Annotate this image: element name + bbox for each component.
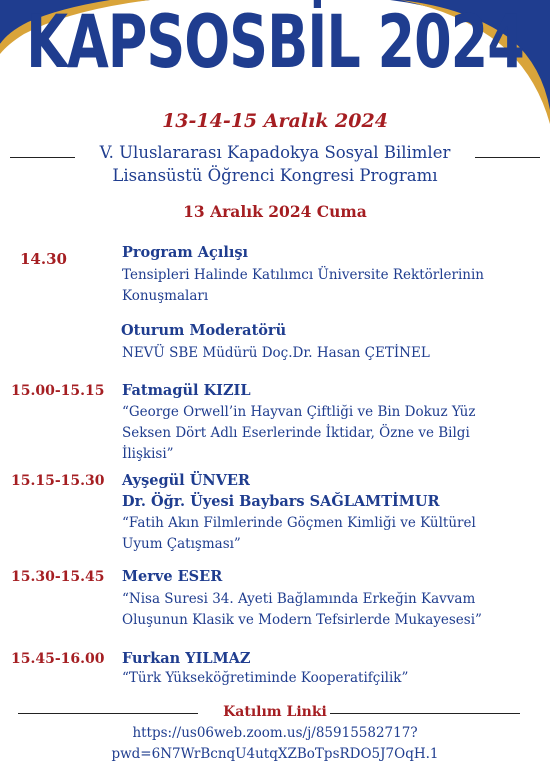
session-3-paper: [122, 589, 532, 631]
zoom-link[interactable]: [0, 723, 550, 765]
session-3-line-1: “Nisa Suresi 34. Ayeti Bağlamında Erkeğin Kavvam: [122, 591, 476, 607]
session-3-presenter: Merve ESER: [122, 568, 223, 585]
session-2-line-2: Uyum Çatışması”: [122, 536, 241, 552]
session-4-presenter: Furkan YILMAZ: [122, 650, 251, 667]
session-1-line-2: Seksen Dört Adlı Eserlerinde İktidar, Özne ve Bilgi: [122, 425, 470, 441]
day-heading: 13 Aralık 2024 Cuma: [183, 202, 367, 221]
session-1-time: 15.00-15.15: [11, 383, 105, 399]
moderator-title: Oturum Moderatörü: [121, 322, 287, 339]
session-1-line-3: İlişkisi”: [122, 446, 174, 462]
session-3-line-2: Oluşunun Klasik ve Modern Tefsirlerde Mukayesesi”: [122, 612, 482, 628]
session-2-presenter: Ayşegül ÜNVER: [122, 472, 250, 489]
zoom-link-line-2[interactable]: pwd=6N7WrBcnqU4utqXZBoTpsRDO5J7OqH.1: [111, 746, 439, 762]
session-4-paper: “Türk Yükseköğretiminde Kooperatifçilik”: [122, 670, 409, 686]
event-title: KAPSOSBİL 2024: [26, 0, 524, 85]
subtitle-line-1: V. Uluslararası Kapadokya Sosyal Bilimler: [99, 143, 451, 162]
opening-desc-line-1: Tensipleri Halinde Katılımcı Üniversite Rektörlerinin: [122, 267, 484, 283]
opening-time: 14.30: [20, 250, 67, 268]
opening-desc-line-2: Konuşmaları: [122, 288, 209, 304]
opening-title: Program Açılışı: [122, 244, 249, 261]
session-2-time: 15.15-15.30: [11, 473, 105, 489]
session-1-line-1: “George Orwell’in Hayvan Çiftliği ve Bin Dokuz Yüz: [122, 404, 476, 420]
session-1-paper: [122, 402, 532, 465]
zoom-link-line-1[interactable]: https://us06web.zoom.us/j/85915582717?: [132, 725, 418, 741]
session-2-presenter-2: Dr. Öğr. Üyesi Baybars SAĞLAMTİMUR: [122, 493, 440, 510]
session-2-line-1: “Fatih Akın Filmlerinde Göçmen Kimliği ve Kültürel: [122, 515, 476, 531]
subtitle-line-2: Lisansüstü Öğrenci Kongresi Programı: [112, 166, 438, 185]
session-4-time: 15.45-16.00: [11, 651, 105, 667]
opening-description: [122, 265, 532, 307]
session-2-paper: [122, 513, 532, 555]
session-3-time: 15.30-15.45: [11, 569, 105, 585]
moderator-name: NEVÜ SBE Müdürü Doç.Dr. Hasan ÇETİNEL: [122, 345, 430, 361]
session-1-presenter: Fatmagül KIZIL: [122, 382, 251, 399]
event-dates: 13-14-15 Aralık 2024: [162, 110, 388, 132]
event-subtitle: [0, 141, 550, 187]
join-link-title: Katılım Linki: [223, 704, 327, 720]
